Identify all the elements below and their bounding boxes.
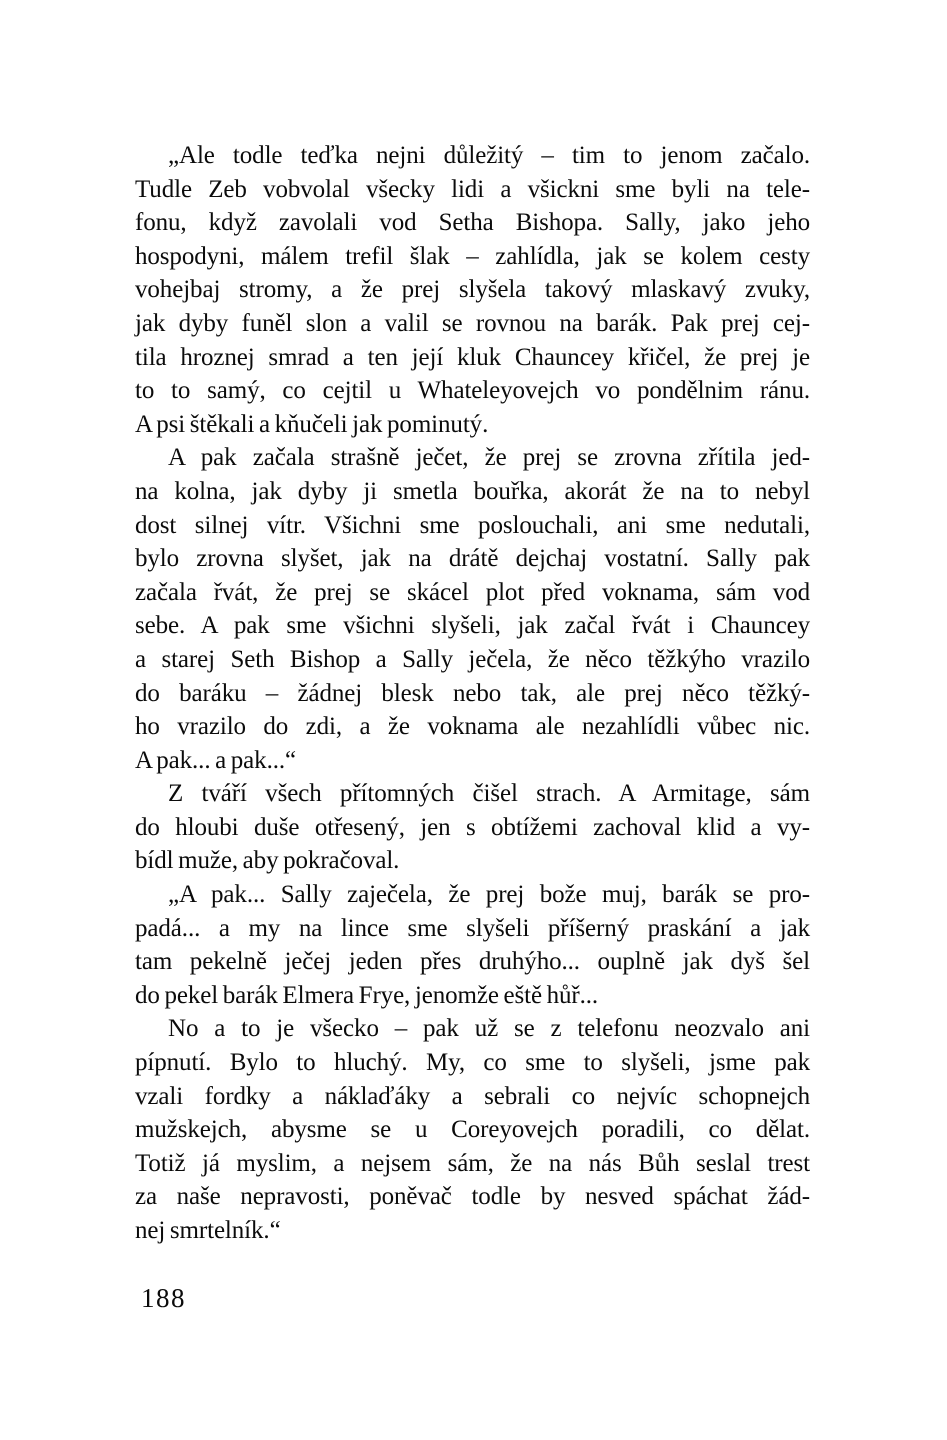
text-line: a starej Seth Bishop a Sally ječela, že něco těžkýho vrazilo bbox=[135, 645, 810, 673]
text-line: vzali fordky a náklaďáky a sebrali co nejvíc schopnejch bbox=[135, 1082, 810, 1110]
text-line: ho vrazilo do zdi, a že voknama ale nezahlídli vůbec nic. bbox=[135, 713, 810, 741]
text-line: „A pak... Sally zaječela, že prej bože muj, barák se pro- bbox=[168, 881, 810, 909]
text-line: bylo zrovna slyšet, jak na drátě dejchaj vostatní. Sally pak bbox=[135, 545, 810, 573]
paragraph bbox=[135, 777, 810, 878]
text-line: bídl muže, aby pokračoval. bbox=[135, 847, 400, 875]
text-line: na kolna, jak dyby ji smetla bouřka, akorát že na to nebyl bbox=[135, 477, 810, 505]
paragraph bbox=[135, 441, 810, 777]
text-line: sebe. A pak sme všichni slyšeli, jak začal řvát i Chauncey bbox=[135, 612, 810, 640]
page-number: 188 bbox=[141, 1283, 186, 1313]
text-line: No a to je všecko – pak už se z telefonu neozvalo ani bbox=[168, 1015, 810, 1043]
text-line: padá... a my na lince sme slyšeli příšerný praskání a jak bbox=[135, 914, 810, 942]
text-line: začala řvát, že prej se skácel plot před voknama, sám vod bbox=[135, 578, 810, 606]
text-block bbox=[135, 139, 810, 1248]
text-line: A pak začala strašně ječet, že prej se zrovna zřítila jed- bbox=[168, 444, 810, 472]
text-line: do hloubi duše otřesený, jen s obtížemi zachoval klid a vy- bbox=[135, 813, 810, 841]
text-line: nej smrtelník.“ bbox=[135, 1217, 281, 1244]
text-line: dost silnej vítr. Všichni sme poslouchali, ani sme nedutali, bbox=[135, 511, 810, 539]
text-line: to to samý, co cejtil u Whateleyovejch vo pondělnim ránu. bbox=[135, 377, 810, 405]
text-line: do baráku – žádnej blesk nebo tak, ale prej něco těžký- bbox=[135, 679, 810, 707]
text-line: fonu, když zavolali vod Setha Bishopa. Sally, jako jeho bbox=[135, 209, 810, 237]
text-line: Z tváří všech přítomných čišel strach. A Armitage, sám bbox=[168, 780, 810, 808]
text-line: do pekel barák Elmera Frye, jenomže eště hůř... bbox=[135, 981, 599, 1009]
text-line: tila hroznej smrad a ten její kluk Chauncey křičel, že prej je bbox=[135, 343, 810, 371]
text-line: A pak... a pak...“ bbox=[135, 746, 297, 774]
text-line: Totiž já myslim, a nejsem sám, že na nás Bůh seslal trest bbox=[135, 1149, 810, 1177]
text-line: tam pekelně ječej jeden přes druhýho... ouplně jak dyš šel bbox=[135, 948, 810, 976]
text-line: za naše nepravosti, poněvač todle by nesved spáchat žád- bbox=[135, 1183, 810, 1211]
paragraph bbox=[135, 139, 810, 441]
text-line: Tudle Zeb vobvolal všecky lidi a všickni sme byli na tele- bbox=[135, 175, 810, 203]
text-line: pípnutí. Bylo to hluchý. My, co sme to slyšeli, jsme pak bbox=[135, 1049, 810, 1077]
text-line: „Ale todle teďka nejni důležitý – tim to jenom začalo. bbox=[168, 142, 810, 169]
text-line: vohejbaj stromy, a že prej slyšela takový mlaskavý zvuky, bbox=[135, 276, 810, 304]
text-line: hospodyni, málem trefil šlak – zahlídla, jak se kolem cesty bbox=[135, 242, 810, 270]
text-line: A psi štěkali a kňučeli jak pominutý. bbox=[135, 410, 489, 438]
text-line: jak dyby funěl slon a valil se rovnou na barák. Pak prej cej- bbox=[135, 309, 810, 337]
paragraph bbox=[135, 1012, 810, 1247]
text-line: mužskejch, abysme se u Coreyovejch poradili, co dělat. bbox=[135, 1116, 810, 1144]
paragraph bbox=[135, 878, 810, 1012]
